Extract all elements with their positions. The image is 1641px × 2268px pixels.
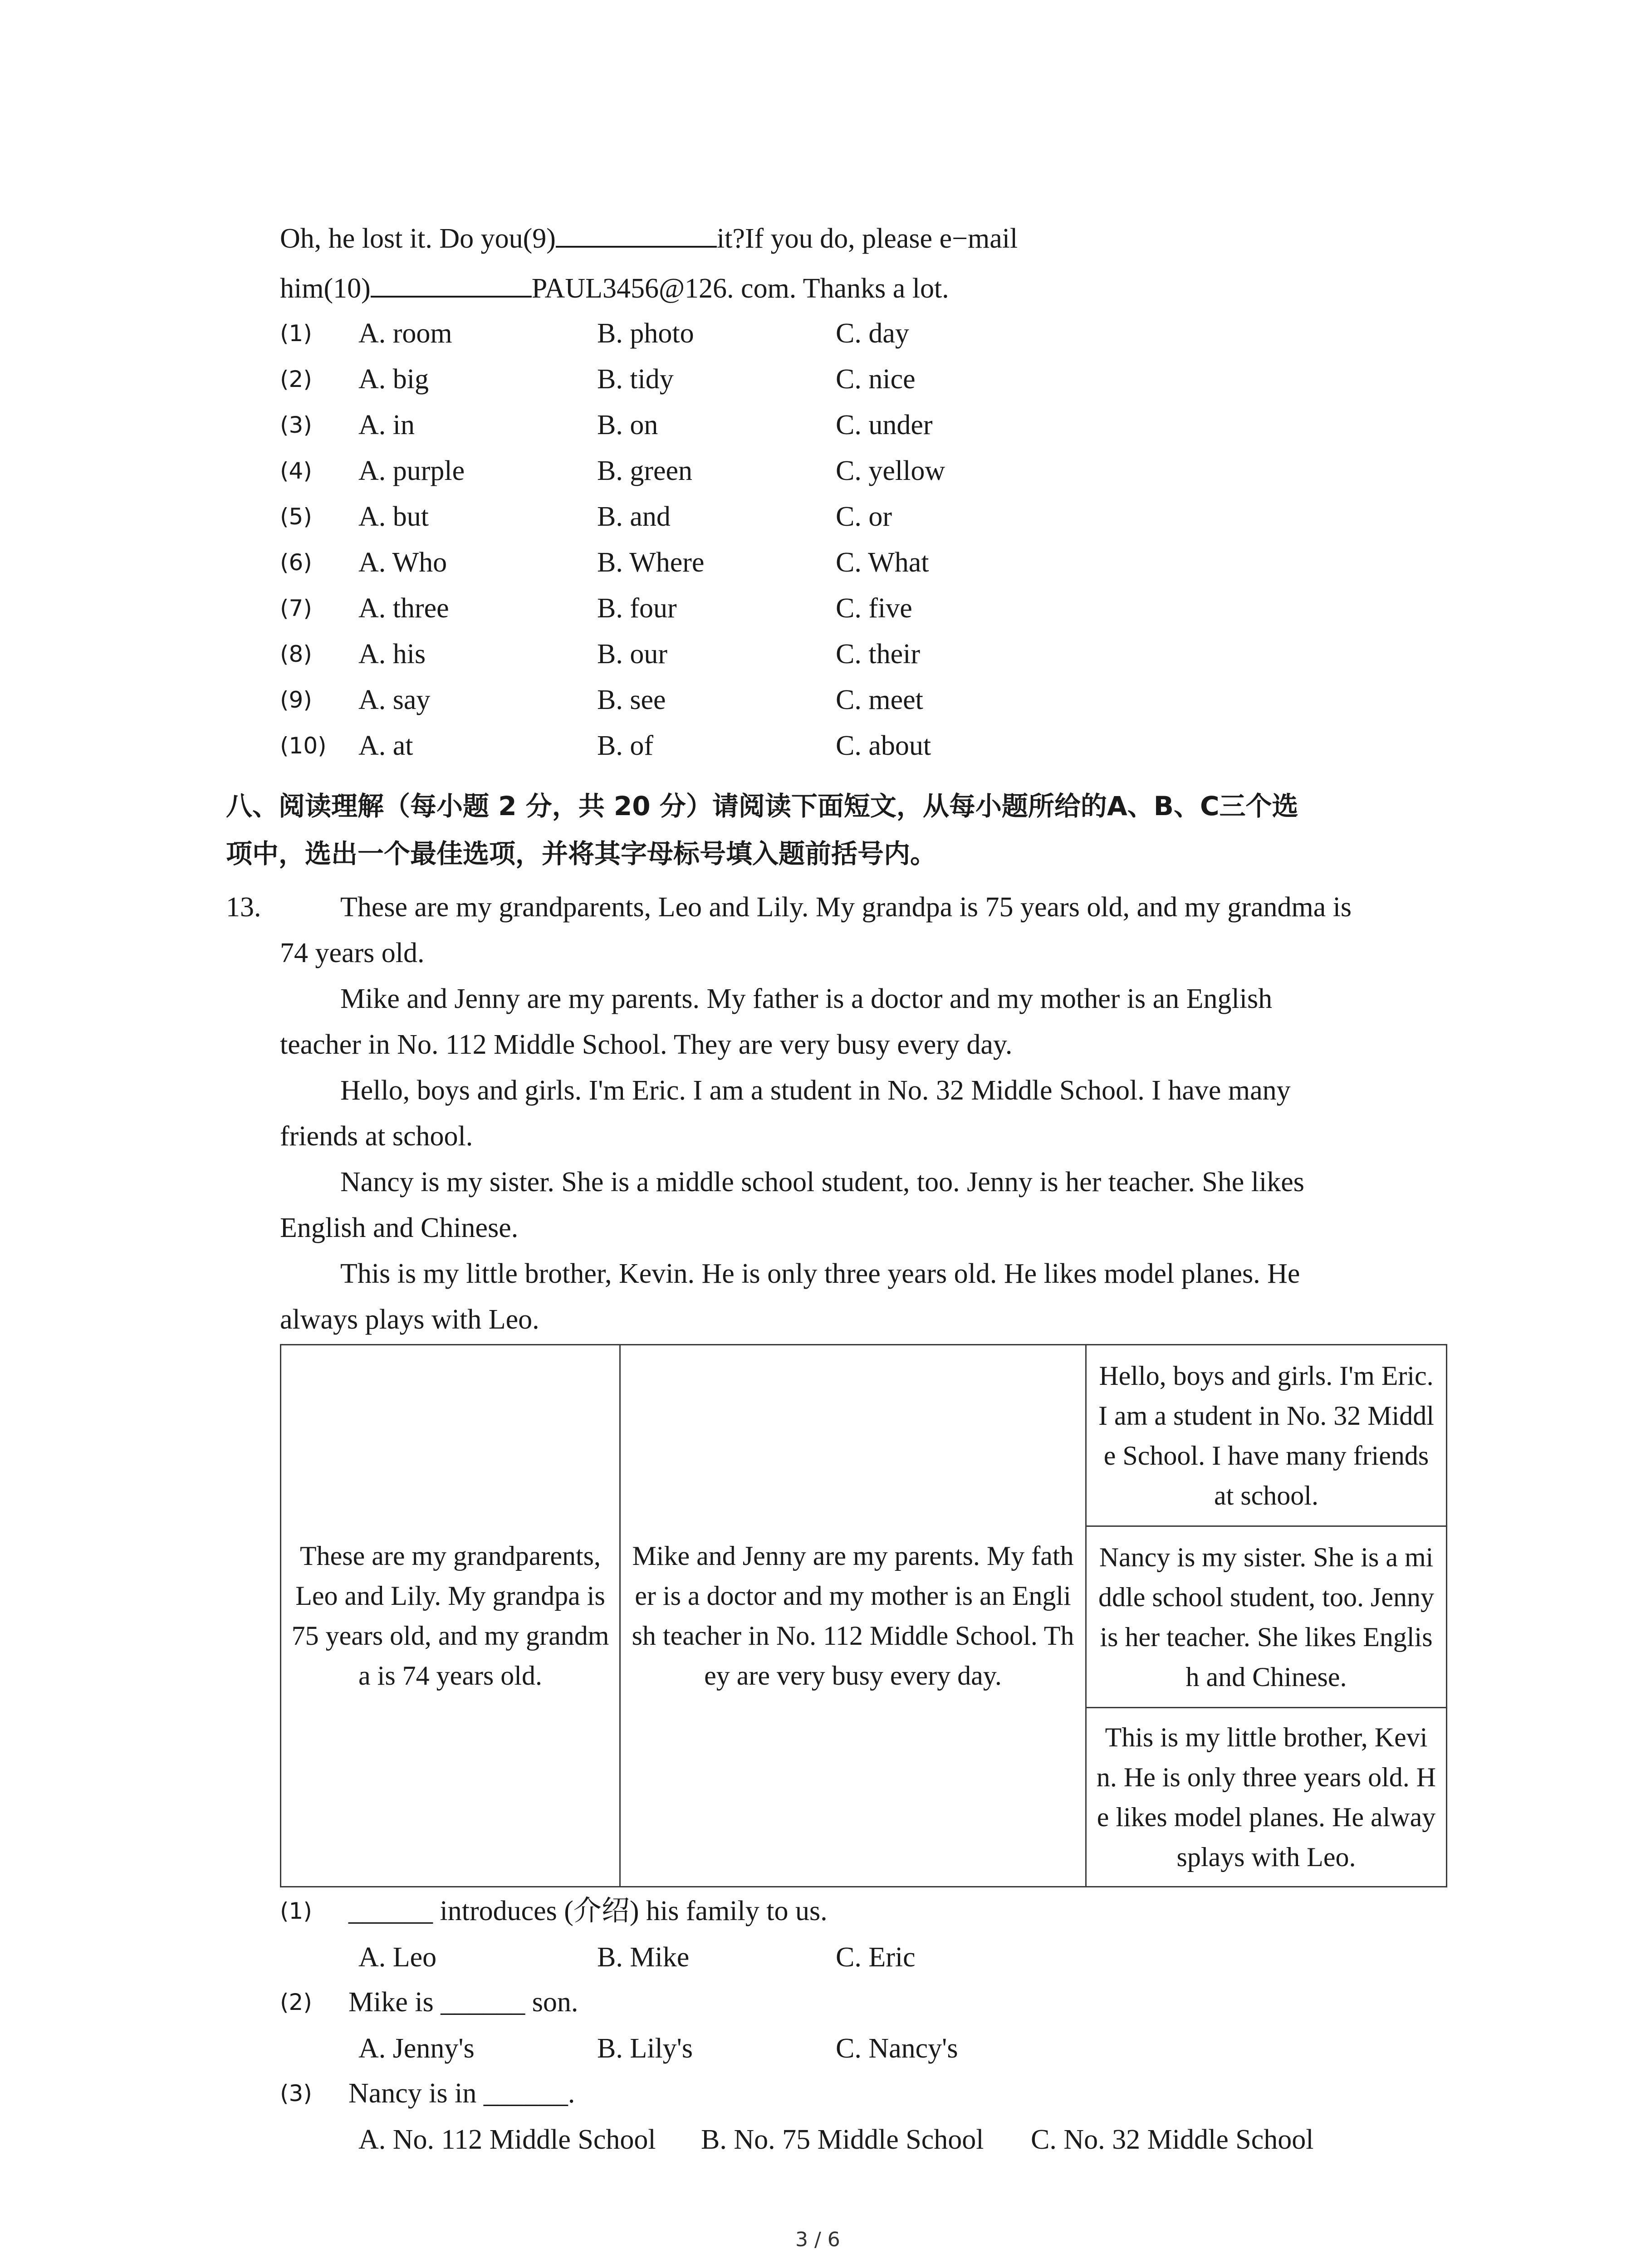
- cloze-option-b[interactable]: B. Where: [597, 547, 705, 578]
- cloze-option-a[interactable]: A. but: [358, 501, 429, 532]
- cloze-option-c[interactable]: C. about: [836, 730, 931, 761]
- cloze-option-number: (6): [280, 549, 312, 576]
- cloze-option-c[interactable]: C. five: [836, 593, 912, 624]
- cloze-line-9: [280, 221, 1018, 254]
- cloze-option-c[interactable]: C. What: [836, 547, 929, 578]
- cloze-line-10-before: him(10): [280, 273, 371, 304]
- cloze-line-9-before: Oh, he lost it. Do you(9): [280, 223, 556, 254]
- cloze-option-b[interactable]: B. green: [597, 455, 693, 486]
- subquestion-3-number: (3): [280, 2080, 312, 2107]
- passage-p3-line1: Hello, boys and girls. I'm Eric. I am a student in No. 32 Middle School. I have many: [340, 1075, 1291, 1106]
- passage-p2-line1: Mike and Jenny are my parents. My father is a doctor and my mother is an English: [340, 983, 1273, 1014]
- cloze-option-b[interactable]: B. of: [597, 730, 653, 761]
- cloze-option-number: (9): [280, 687, 312, 713]
- subquestion-3-option-c[interactable]: C. No. 32 Middle School: [1031, 2124, 1314, 2155]
- passage-p3-line2: friends at school.: [280, 1121, 473, 1152]
- table-cell-eric: Hello, boys and girls. I'm Eric. I am a student in No. 32 Middle School. I have many friends at school.: [1086, 1345, 1447, 1526]
- passage-p4-line2: English and Chinese.: [280, 1212, 519, 1243]
- table-cell-grandparents: These are my grandparents, Leo and Lily. My grandpa is 75 years old, and my grandma is 74 years old.: [281, 1345, 620, 1887]
- cloze-option-b[interactable]: B. tidy: [597, 364, 674, 395]
- cloze-option-c[interactable]: C. day: [836, 318, 909, 349]
- subquestion-1-blank[interactable]: ______: [348, 1896, 433, 1926]
- cloze-option-c[interactable]: C. or: [836, 501, 892, 532]
- subquestion-3-blank[interactable]: ______: [483, 2078, 568, 2109]
- cloze-option-a[interactable]: A. Who: [358, 547, 447, 578]
- subquestion-2-option-a[interactable]: A. Jenny's: [358, 2033, 475, 2064]
- cloze-line-10-after: PAUL3456@126. com. Thanks a lot.: [531, 273, 949, 304]
- section-heading-line-2: 项中，选出一个最佳选项，并将其字母标号填入题前括号内。: [226, 838, 937, 869]
- cloze-option-number: (5): [280, 503, 312, 530]
- passage-p4-line1: Nancy is my sister. She is a middle school student, too. Jenny is her teacher. She likes: [340, 1167, 1304, 1198]
- question-number: 13.: [226, 892, 261, 923]
- table-cell-nancy: Nancy is my sister. She is a middle school student, too. Jenny is her teacher. She likes English and Chinese.: [1086, 1526, 1447, 1708]
- subquestion-2-prefix: Mike is: [348, 1987, 441, 2018]
- cloze-option-b[interactable]: B. photo: [597, 318, 694, 349]
- cloze-option-c[interactable]: C. under: [836, 410, 933, 440]
- table-cell-kevin: This is my little brother, Kevin. He is only three years old. He likes model planes. He alwaysplays with Leo.: [1086, 1708, 1447, 1887]
- subquestion-1-option-c[interactable]: C. Eric: [836, 1942, 916, 1973]
- page-number: 3 / 6: [795, 2228, 840, 2251]
- subquestion-1-option-b[interactable]: B. Mike: [597, 1942, 690, 1973]
- subquestion-1-stem: [348, 1895, 828, 1927]
- subquestion-2-option-c[interactable]: C. Nancy's: [836, 2033, 958, 2064]
- passage-table: [280, 1344, 1447, 1887]
- cloze-option-number: (4): [280, 458, 312, 484]
- cloze-option-number: (10): [280, 733, 327, 759]
- cloze-option-number: (8): [280, 641, 312, 667]
- section-heading-line-1: 八、阅读理解（每小题 2 分，共 20 分）请阅读下面短文，从每小题所给的A、B、C三个选: [226, 791, 1298, 821]
- subquestion-2-stem: [348, 1986, 578, 2018]
- cloze-option-number: (3): [280, 412, 312, 438]
- answer-blank-9[interactable]: [556, 221, 717, 248]
- cloze-option-a[interactable]: A. in: [358, 410, 415, 440]
- cloze-option-a[interactable]: A. say: [358, 684, 431, 715]
- cloze-option-a[interactable]: A. purple: [358, 455, 465, 486]
- passage-p2-line2: teacher in No. 112 Middle School. They are very busy every day.: [280, 1029, 1013, 1060]
- cloze-option-a[interactable]: A. big: [358, 364, 429, 395]
- subquestion-3-option-b[interactable]: B. No. 75 Middle School: [701, 2124, 984, 2155]
- cloze-option-number: (1): [280, 320, 312, 347]
- cloze-option-number: (2): [280, 366, 312, 392]
- cloze-option-b[interactable]: B. on: [597, 410, 658, 440]
- cloze-option-b[interactable]: B. four: [597, 593, 677, 624]
- cloze-option-a[interactable]: A. at: [358, 730, 413, 761]
- subquestion-2-text: son.: [525, 1987, 578, 2018]
- answer-blank-10[interactable]: [371, 271, 532, 298]
- cloze-line-9-after: it?If you do, please e−mail: [716, 223, 1018, 254]
- cloze-option-c[interactable]: C. yellow: [836, 455, 945, 486]
- subquestion-3-text: .: [568, 2078, 575, 2109]
- subquestion-2-blank[interactable]: ______: [441, 1987, 525, 2018]
- cloze-option-c[interactable]: C. meet: [836, 684, 923, 715]
- cloze-option-c[interactable]: C. their: [836, 639, 920, 670]
- cloze-option-b[interactable]: B. and: [597, 501, 671, 532]
- cloze-option-b[interactable]: B. see: [597, 684, 666, 715]
- subquestion-3-option-a[interactable]: A. No. 112 Middle School: [358, 2124, 656, 2155]
- subquestion-2-option-b[interactable]: B. Lily's: [597, 2033, 693, 2064]
- cloze-option-a[interactable]: A. his: [358, 639, 426, 670]
- subquestion-3-prefix: Nancy is in: [348, 2078, 484, 2109]
- cloze-line-10: [280, 271, 949, 304]
- subquestion-2-number: (2): [280, 1989, 312, 2015]
- passage-p1-line1: These are my grandparents, Leo and Lily. My grandpa is 75 years old, and my grandma is: [340, 892, 1352, 923]
- cloze-option-a[interactable]: A. room: [358, 318, 452, 349]
- subquestion-1-option-a[interactable]: A. Leo: [358, 1942, 437, 1973]
- cloze-option-b[interactable]: B. our: [597, 639, 667, 670]
- subquestion-3-stem: [348, 2077, 575, 2109]
- subquestion-1-text: introduces (介绍) his family to us.: [433, 1896, 828, 1926]
- passage-p5-line2: always plays with Leo.: [280, 1304, 539, 1335]
- cloze-option-c[interactable]: C. nice: [836, 364, 916, 395]
- cloze-option-number: (7): [280, 595, 312, 621]
- passage-p1-line2: 74 years old.: [280, 938, 425, 968]
- cloze-option-a[interactable]: A. three: [358, 593, 449, 624]
- subquestion-1-number: (1): [280, 1898, 312, 1924]
- table-cell-parents: Mike and Jenny are my parents. My father is a doctor and my mother is an English teacher in No. 112 Middle School. They are very busy every day.: [620, 1345, 1086, 1887]
- passage-p5-line1: This is my little brother, Kevin. He is only three years old. He likes model planes. He: [340, 1258, 1300, 1289]
